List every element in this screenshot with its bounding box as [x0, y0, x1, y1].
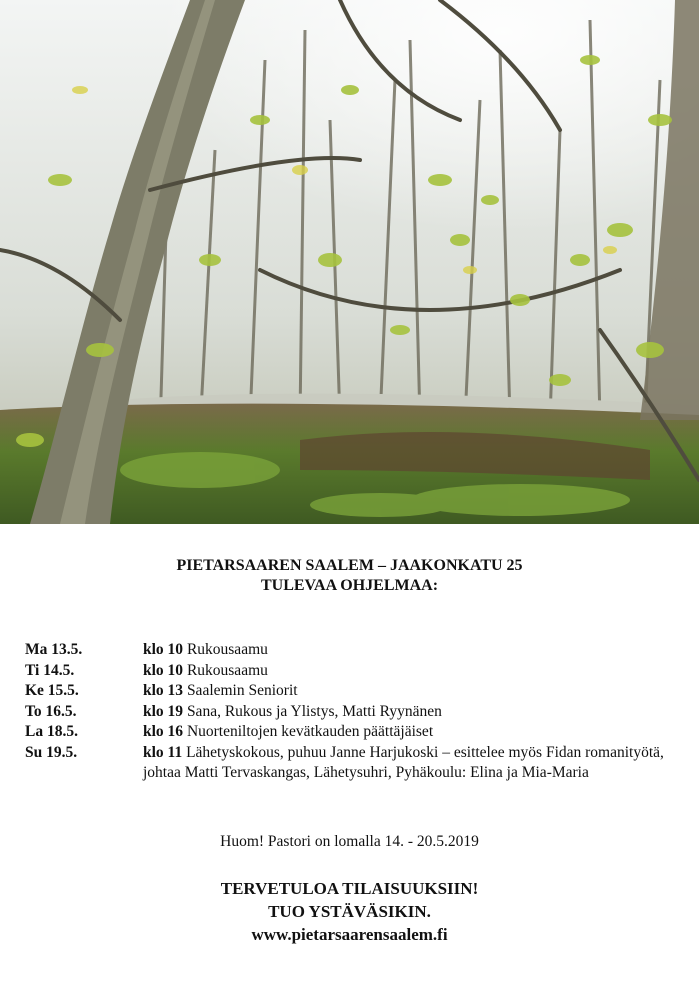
schedule-time: klo 16: [143, 723, 184, 740]
schedule-event: Sana, Rukous ja Ylistys, Matti Ryynänen: [186, 702, 442, 720]
schedule-time: klo 19: [143, 702, 184, 720]
schedule-event: Nuorteniltojen kevätkauden päättäjäiset: [186, 723, 434, 740]
schedule-day: Ke 15.5.: [25, 682, 79, 699]
program-heading: TULEVAA OHJELMAA:: [260, 577, 439, 594]
schedule-row: [25, 640, 675, 661]
schedule-day: Su 19.5.: [25, 743, 78, 761]
schedule-row: [25, 702, 675, 723]
schedule-day: La 18.5.: [25, 723, 78, 740]
schedule-row: [25, 722, 675, 743]
welcome-footer: [0, 877, 699, 946]
pastor-vacation-note: Huom! Pastori on lomalla 14. - 20.5.2019: [220, 833, 479, 850]
schedule-time: klo 10: [143, 641, 184, 658]
schedule-list: [25, 640, 675, 784]
schedule-time: klo 11: [143, 743, 183, 761]
schedule-time: klo 13: [143, 682, 184, 699]
schedule-day: Ti 14.5.: [25, 661, 75, 679]
invite-friends-text: TUO YSTÄVÄSIKIN.: [268, 902, 431, 921]
event-header: [0, 556, 699, 596]
schedule-event: Rukousaamu: [186, 641, 268, 658]
schedule-day: To 16.5.: [25, 702, 77, 720]
church-address-title: PIETARSAAREN SAALEM – JAAKONKATU 25: [176, 557, 523, 574]
schedule-event: Lähetyskokous, puhuu Janne Harjukoski – esittelee myös Fidan romanityötä, johtaa Matti Tervaskangas, Lähetysuhri, Pyhäkoulu: Elina ja Mia-Maria: [143, 743, 664, 781]
schedule-row: [25, 681, 675, 702]
schedule-row: [25, 743, 675, 784]
schedule-event: Saalemin Seniorit: [186, 682, 298, 699]
schedule-time: klo 10: [143, 661, 184, 679]
website-link[interactable]: www.pietarsaarensaalem.fi: [251, 925, 448, 944]
schedule-row: [25, 661, 675, 682]
schedule-event: Rukousaamu: [186, 661, 268, 679]
schedule-day: Ma 13.5.: [25, 641, 83, 658]
welcome-text: TERVETULOA TILAISUUKSIIN!: [220, 879, 479, 898]
